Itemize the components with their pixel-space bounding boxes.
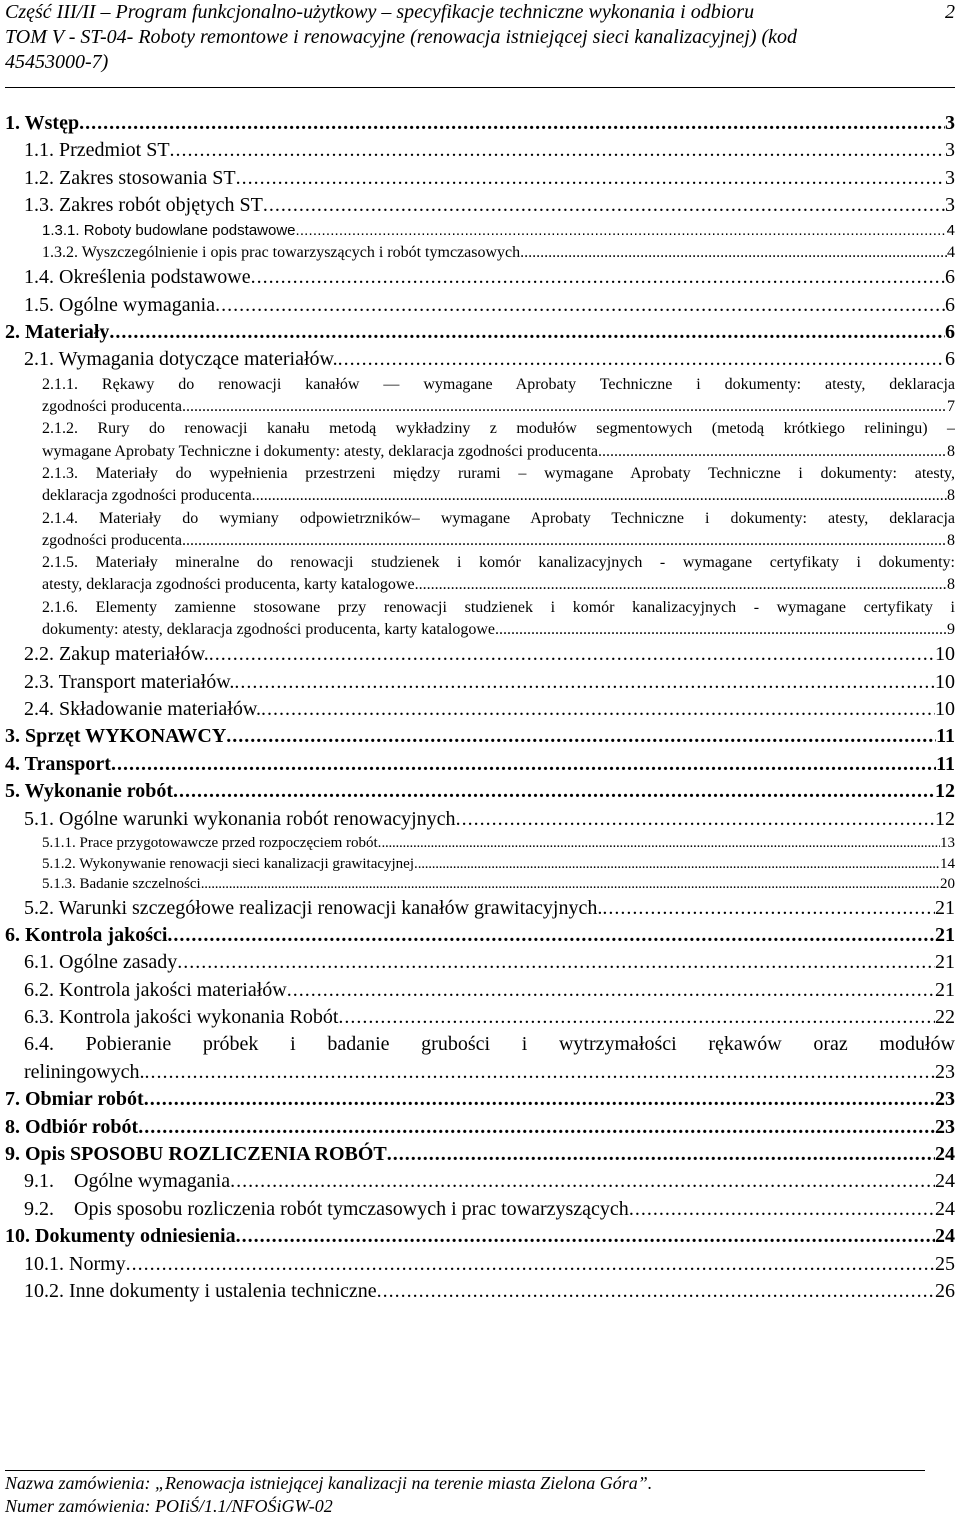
toc-leader-dots [256, 485, 947, 507]
toc-page-number: 6 [945, 348, 955, 371]
page-number: 2 [945, 1, 955, 23]
toc-entry[interactable] [0, 346, 960, 373]
toc-entry-title-line: 2.1.2. Rury do renowacji kanału metodą wykładziny z modułów segmentowych (metodą krótkiego reliningu) – [42, 420, 955, 438]
toc-entry-title: dokumenty: atesty, deklaracja zgodności producenta, karty katalogowe. [42, 620, 500, 638]
toc-page-number: 24 [935, 1170, 955, 1193]
toc-entry-title: 5.1.1. Prace przygotowawcze przed rozpoczęciem robót. [42, 835, 382, 852]
toc-leader-dots [226, 723, 936, 750]
toc-entry[interactable] [0, 696, 960, 723]
toc-leader-dots [520, 242, 947, 264]
toc-leader-dots [186, 396, 947, 418]
toc-page-number: 23 [935, 1115, 955, 1138]
toc-entry[interactable] [0, 242, 960, 264]
toc-entry-title: 9.1. Ogólne wymagania [24, 1170, 231, 1193]
toc-page-number: 6 [945, 320, 955, 343]
toc-entry-title: 2.2. Zakup materiałów. [24, 643, 209, 666]
toc-entry[interactable] [0, 1141, 960, 1168]
toc-entry[interactable] [0, 1251, 960, 1278]
toc-leader-dots [602, 441, 947, 463]
toc-leader-dots [387, 1141, 935, 1168]
toc-entry[interactable] [0, 895, 960, 922]
toc-entry-title-line: 2.1.5. Materiały mineralne do renowacji studzienek i komór kanalizacyjnych - wymagane certyfikaty i dokumenty: [42, 554, 955, 572]
toc-entry-title: 1.5. Ogólne wymagania [24, 293, 216, 316]
toc-entry-title: 2. Materiały [5, 320, 110, 343]
toc-leader-dots [126, 1251, 935, 1278]
toc-entry-title: 6.1. Ogólne zasady [24, 951, 178, 974]
toc-entry[interactable] [0, 137, 960, 164]
toc-page-number: 7 [947, 398, 955, 416]
toc-leader-dots [170, 137, 945, 164]
toc-entry[interactable] [0, 1196, 960, 1223]
header-line-1: Część III/II – Program funkcjonalno-użytkowy – specyfikacje techniczne wykonania i odbioru [5, 1, 755, 23]
toc-entry[interactable] [0, 292, 960, 319]
toc-entry-title: 6.3. Kontrola jakości wykonania Robót [24, 1006, 339, 1029]
toc-entry-title: 10.1. Normy [24, 1252, 126, 1275]
toc-entry-title: reliningowych. [24, 1060, 145, 1083]
toc-leader-dots [201, 874, 940, 895]
toc-entry-title: 5.1. Ogólne warunki wykonania robót renowacyjnych [24, 807, 456, 830]
toc-page-number: 24 [935, 1197, 955, 1220]
toc-entry-title: 1.3.2. Wyszczególnienie i opis prac towarzyszących i robót tymczasowych [42, 243, 521, 261]
toc-page-number: 23 [935, 1088, 955, 1111]
toc-entry-title-line: 2.1.4. Materiały do wymiany odpowietrzników– wymagane Aprobaty Techniczne i dokumenty: atesty, deklaracja [42, 509, 955, 527]
toc-leader-dots [261, 696, 935, 723]
toc-entry-title: 2.1. Wymagania dotyczące materiałów. [24, 348, 338, 371]
toc-leader-dots [418, 854, 940, 875]
toc-entry-title: 1.3.1. Roboty budowlane podstawowe [42, 221, 296, 239]
toc-leader-dots [602, 895, 935, 922]
toc-page-number: 4 [946, 221, 955, 239]
toc-page-number: 21 [935, 896, 955, 919]
toc-page-number: 26 [935, 1279, 955, 1302]
toc-page-number: 12 [935, 780, 955, 803]
toc-page-number: 14 [940, 855, 955, 872]
toc-leader-dots [109, 319, 945, 346]
toc-leader-dots [186, 530, 947, 552]
toc-leader-dots [296, 220, 947, 242]
toc-page-number: 4 [947, 243, 955, 261]
toc-entry[interactable] [0, 1114, 960, 1141]
toc-leader-dots [377, 1278, 935, 1305]
page-header [5, 0, 955, 88]
toc-entry[interactable] [0, 949, 960, 976]
toc-leader-dots [338, 1004, 935, 1031]
toc-entry-title-line: 2.1.1. Rękawy do renowacji kanałów — wymagane Aprobaty Techniczne i dokumenty: atesty, deklaracja [42, 375, 955, 393]
toc-leader-dots [338, 346, 945, 373]
toc-page-number: 6 [945, 293, 955, 316]
toc-entry[interactable] [0, 1278, 960, 1305]
toc-leader-dots [236, 1223, 935, 1250]
toc-page-number: 9 [947, 620, 955, 638]
toc-entry-title: deklaracja zgodności producenta. [42, 487, 256, 505]
toc-entry[interactable] [0, 508, 960, 553]
toc-leader-dots [173, 778, 935, 805]
toc-entry[interactable] [0, 264, 960, 291]
toc-entry-title: 1.2. Zakres stosowania ST [24, 166, 236, 189]
toc-entry-title: 2.4. Składowanie materiałów. [24, 698, 261, 721]
toc-entry[interactable] [0, 806, 960, 833]
toc-page-number: 8 [947, 487, 955, 505]
toc-entry-title: 1. Wstęp [5, 112, 80, 134]
toc-page-number: 13 [940, 835, 955, 852]
toc-entry-title: wymagane Aprobaty Techniczne i dokumenty: atesty, deklaracja zgodności producenta. [42, 442, 603, 460]
toc-entry[interactable] [0, 418, 960, 463]
toc-entry[interactable] [0, 854, 960, 875]
toc-leader-dots [230, 1168, 935, 1195]
toc-leader-dots [381, 833, 940, 854]
toc-page-number: 8 [947, 442, 955, 460]
header-line-3: 45453000-7) [5, 51, 109, 73]
toc-entry-title: 4. Transport [5, 752, 111, 775]
toc-entry-title: 8. Odbiór robót [5, 1115, 139, 1138]
toc-entry[interactable] [0, 874, 960, 895]
toc-entry[interactable] [0, 669, 960, 696]
toc-page-number: 23 [935, 1060, 955, 1083]
toc-leader-dots [419, 574, 947, 596]
toc-page-number: 3 [945, 166, 955, 189]
toc-leader-dots [236, 165, 945, 192]
toc-entry-title-line: 6.4. Pobieranie próbek i badanie grubości i wytrzymałości rękawów oraz modułów [24, 1033, 955, 1056]
toc-page-number: 8 [947, 576, 955, 594]
toc-page-number: 24 [935, 1225, 955, 1248]
toc-entry-title: atesty, deklaracja zgodności producenta, karty katalogowe. [42, 576, 419, 594]
toc-entry-title: 9.2. Opis sposobu rozliczenia robót tymczasowych i prac towarzyszących [24, 1197, 629, 1220]
toc-entry-title: 1.4. Określenia podstawowe [24, 266, 251, 289]
toc-page-number: 10 [935, 698, 955, 721]
toc-entry[interactable] [0, 1223, 960, 1250]
toc-leader-dots [145, 1059, 935, 1086]
toc-entry[interactable] [0, 922, 960, 949]
toc-leader-dots [234, 669, 935, 696]
toc-entry[interactable] [0, 1168, 960, 1195]
toc-entry-title: 5.2. Warunki szczegółowe realizacji renowacji kanałów grawitacyjnych. [24, 896, 603, 919]
footer-order-number: Numer zamówienia: POIiŚ/1.1/NFOŚiGW-02 [5, 1496, 333, 1516]
toc-entry[interactable] [0, 165, 960, 192]
toc-entry[interactable] [0, 833, 960, 854]
toc-entry-title: 10. Dokumenty odniesienia [5, 1225, 236, 1248]
toc-entry[interactable] [0, 552, 960, 597]
toc-entry-title: 5.1.2. Wykonywanie renowacji sieci kanalizacji grawitacyjnej. [42, 855, 418, 872]
toc-entry-title: 1.3. Zakres robót objętych ST [24, 194, 263, 217]
toc-leader-dots [144, 1086, 935, 1113]
toc-entry-title: 9. Opis SPOSOBU ROZLICZENIA ROBÓT [5, 1143, 387, 1166]
toc-leader-dots [215, 292, 945, 319]
toc-entry[interactable] [0, 641, 960, 668]
toc-leader-dots [177, 949, 935, 976]
toc-entry[interactable] [0, 1004, 960, 1031]
toc-leader-dots [263, 192, 945, 219]
toc-leader-dots [111, 751, 936, 778]
toc-entry[interactable] [0, 374, 960, 419]
toc-page-number: 8 [947, 531, 955, 549]
toc-entry-title: 5. Wykonanie robót [5, 780, 173, 803]
toc-page-number: 24 [935, 1143, 955, 1166]
toc-page-number: 11 [936, 752, 955, 775]
toc-page-number: 20 [940, 876, 955, 893]
toc-page-number: 25 [935, 1252, 955, 1275]
footer-rule [5, 1470, 925, 1471]
toc-entry[interactable] [0, 220, 960, 242]
toc-entry[interactable] [0, 751, 960, 778]
toc-leader-dots [456, 806, 935, 833]
toc-leader-dots [499, 619, 947, 641]
toc-page-number: 12 [935, 807, 955, 830]
toc-entry-title: zgodności producenta. [42, 398, 186, 416]
toc-page-number: 3 [945, 112, 955, 134]
toc-page-number: 10 [935, 670, 955, 693]
toc-leader-dots [629, 1196, 935, 1223]
toc-leader-dots [138, 1114, 935, 1141]
toc-leader-dots [167, 922, 935, 949]
toc-page-number: 3 [945, 194, 955, 217]
header-line-2: TOM V - ST-04- Roboty remontowe i renowacyjne (renowacja istniejącej sieci kanalizacyjnej) (kod [5, 26, 798, 48]
toc-page-number: 6 [945, 266, 955, 289]
toc-entry-title: 6. Kontrola jakości [5, 923, 168, 946]
toc-entry-title-line: 2.1.3. Materiały do wypełnienia przestrzeni między rurami – wymagane Aprobaty Techniczne i dokumenty: atesty, [42, 464, 955, 482]
toc-entry-title-line: 2.1.6. Elementy zamienne stosowane przy renowacji studzienek i komór kanalizacyjnych - wymagane certyfikaty i [42, 598, 955, 616]
toc-entry-title: 6.2. Kontrola jakości materiałów [24, 978, 287, 1001]
toc-page-number: 21 [935, 923, 955, 946]
toc-entry-title: 1.1. Przedmiot ST [24, 139, 170, 162]
toc-entry-title: zgodności producenta. [42, 531, 186, 549]
footer-order-name: Nazwa zamówienia: „Renowacja istniejącej kanalizacji na terenie miasta Zielona Góra”. [5, 1473, 653, 1493]
toc-entry[interactable] [0, 463, 960, 508]
toc-leader-dots [209, 641, 935, 668]
toc-entry[interactable] [0, 723, 960, 750]
toc-entry[interactable] [0, 110, 960, 137]
toc-page-number: 3 [945, 139, 955, 162]
table-of-contents [0, 110, 960, 1305]
toc-entry[interactable] [0, 192, 960, 219]
toc-entry[interactable] [0, 597, 960, 642]
toc-entry[interactable] [0, 977, 960, 1004]
toc-entry[interactable] [0, 1031, 960, 1086]
toc-entry-title: 3. Sprzęt WYKONAWCY [5, 725, 227, 748]
toc-leader-dots [287, 977, 935, 1004]
toc-entry-title: 7. Obmiar robót [5, 1088, 144, 1111]
toc-page-number: 10 [935, 643, 955, 666]
page-footer [5, 1470, 955, 1516]
toc-entry[interactable] [0, 1086, 960, 1113]
toc-entry[interactable] [0, 319, 960, 346]
toc-page-number: 21 [935, 951, 955, 974]
toc-entry-title: 5.1.3. Badanie szczelności [42, 876, 201, 893]
toc-entry-title: 2.3. Transport materiałów. [24, 670, 235, 693]
toc-entry-title: 10.2. Inne dokumenty i ustalenia techniczne [24, 1279, 377, 1302]
toc-page-number: 22 [935, 1006, 955, 1029]
toc-page-number: 21 [935, 978, 955, 1001]
toc-leader-dots [251, 264, 945, 291]
toc-page-number: 11 [936, 725, 955, 748]
toc-entry[interactable] [0, 778, 960, 805]
toc-leader-dots [79, 110, 945, 137]
